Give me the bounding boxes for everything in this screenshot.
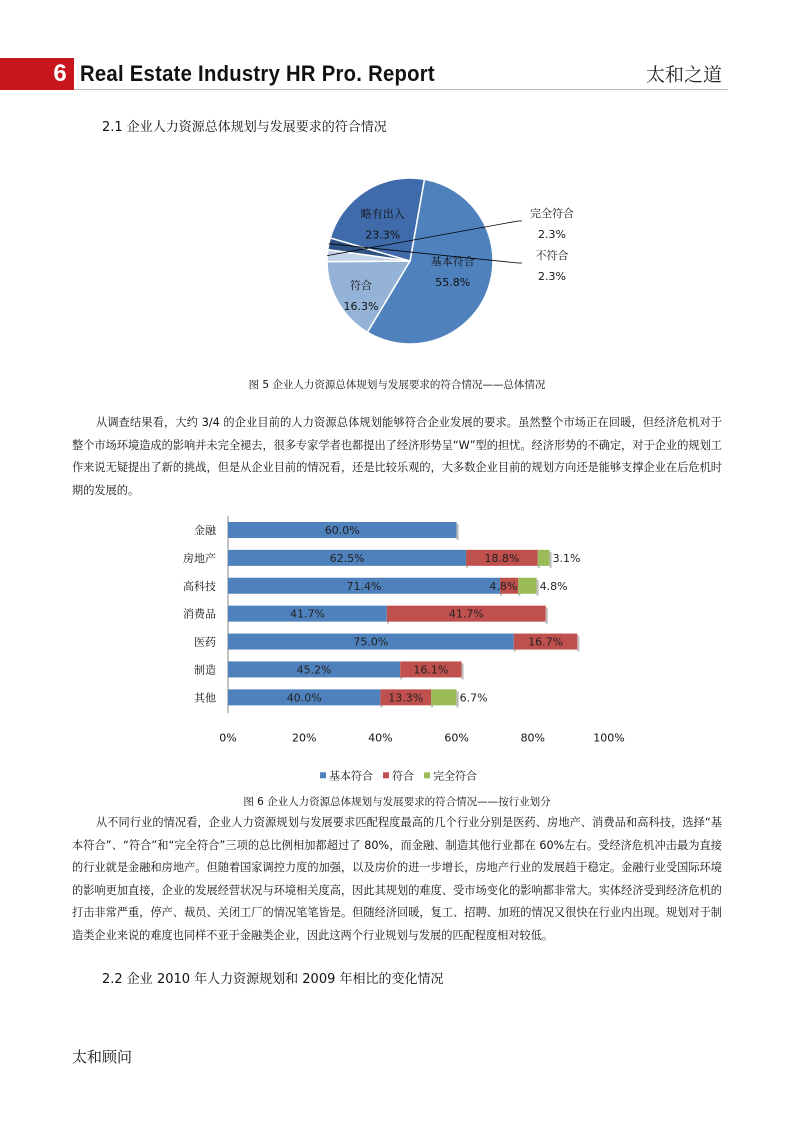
pie-label-4: 略有出入 [360,207,405,221]
bar-data-label: 45.2% [296,663,332,677]
bar-category-label-1: 房地产 [183,551,216,565]
figure-6-caption: 图 6 企业人力资源总体规划与发展要求的符合情况——按行业划分 [243,796,551,808]
bar-category-label-0: 金融 [194,523,216,537]
pie-value-label-1: 16.3% [343,300,379,314]
pie-label-0: 基本符合 [430,254,475,268]
x-tick-label: 20% [291,731,317,745]
bar-segment-shadow [537,580,539,596]
bar-data-label: 4.8% [539,579,568,593]
legend-swatch [383,772,389,778]
pie-chart [300,168,620,358]
bar-data-label: 6.7% [459,691,488,705]
bar-data-label: 40.0% [286,691,322,705]
bar-data-label: 60.0% [324,523,360,537]
bar-segment-shadow [546,608,548,624]
bar-data-label: 3.1% [552,551,581,565]
footer-brand: 太和顾问 [72,1048,133,1066]
bar-segment-shadow [457,691,459,707]
bar-segment-shadow [577,636,579,652]
pie-value-label-3: 2.3% [538,270,566,283]
bar-data-label: 71.4% [346,579,382,593]
x-tick-label: 100% [593,731,625,745]
pie-label-2: 完全符合 [530,207,574,220]
x-tick-label: 80% [520,731,546,745]
bar-category-label-5: 制造 [194,663,216,677]
paragraph-1: 从调查结果看，大约 3/4 的企业目前的人力资源总体规划能够符合企业发展的要求。虽然整个市场正在回暖，但经济危机对于整个市场环境造成的影响并未完全褪去，很多专家学者也都提出了经济形势呈“W”型的担忧。经济形势的不确定，对于企业的规划工作来说无疑提出了新的挑战，但是从企业目前的情况看，还是比较乐观的，大多数企业目前的规划方向还是能够支撑企业在后危机时期的发展的。 [72,416,722,497]
bar-data-label: 13.3% [388,691,424,705]
bar-segment-shadow [457,524,459,540]
legend-label: 基本符合 [329,769,373,783]
pie-label-1: 符合 [350,279,373,293]
brand-text: 太和之道 [645,64,722,86]
bar-chart [160,508,640,788]
figure-5-caption: 图 5 企业人力资源总体规划与发展要求的符合情况——总体情况 [248,379,546,391]
bar-data-label: 16.1% [413,663,449,677]
bar-segment-shadow [462,663,464,679]
legend-swatch [320,772,326,778]
legend-label: 完全符合 [433,769,477,783]
bar-segment [431,689,457,705]
x-tick-label: 40% [368,731,393,745]
pie-value-label-4: 23.3% [365,228,401,242]
page-number: 6 [53,60,67,87]
x-tick-label: 60% [444,731,469,745]
bar-segment [518,578,536,594]
paragraph-2: 从不同行业的情况看，企业人力资源规划与发展要求匹配程度最高的几个行业分别是医药、房地产、消费品和高科技，选择“基本符合”、“符合”和“完全符合”三项的总比例相加都超过了 80%，而金融、制造其他行业都在 60%左右。受经济危机冲击最为直接的行业就是金融和房地产。但随着国家调控力度的加强，以及房价的进一步增长，房地产行业的发展趋于稳定。金融行业受国际环境的影响更加直接，企业的发展经营状况与环境相关度高，因此其规划的难度、受市场变化的影响都非常大。实体经济受到经济危机的打击非常严重，停产、裁员、关闭工厂的情况笔笔皆是。但随经济回暖，复工、招聘、加班的情况又很快在行业内出现。规划对于制造类企业来说的难度也同样不亚于金融类企业，因此这两个行业规划与发展的匹配程度相对较低。 [72,816,722,942]
legend-label: 符合 [392,769,414,783]
bar-data-label: 18.8% [484,551,520,565]
section-heading-2-2: 2.2 企业 2010 年人力资源规划和 2009 年相比的变化情况 [102,972,444,987]
bar-category-label-6: 其他 [194,691,216,705]
bar-data-label: 41.7% [448,607,484,621]
bar-segment-shadow [550,552,552,568]
pie-value-label-2: 2.3% [538,228,566,241]
x-tick-label: 0% [219,731,237,745]
bar-category-label-3: 消费品 [183,607,216,621]
bar-data-label: 16.7% [528,635,564,649]
bar-data-label: 75.0% [353,635,389,649]
bar-data-label: 62.5% [329,551,365,565]
legend-swatch [424,772,430,778]
section-heading-2-1: 2.1 企业人力资源总体规划与发展要求的符合情况 [102,120,387,135]
bar-data-label: 41.7% [289,607,325,621]
bar-category-label-4: 医药 [194,635,216,649]
header-divider [74,89,728,90]
report-title: Real Estate Industry HR Pro. Report [80,61,435,86]
bar-category-label-2: 高科技 [183,579,216,593]
pie-value-label-0: 55.8% [435,275,471,289]
pie-label-3: 不符合 [535,249,569,262]
bar-data-label: 4.8% [489,579,518,593]
bar-segment [538,550,550,566]
